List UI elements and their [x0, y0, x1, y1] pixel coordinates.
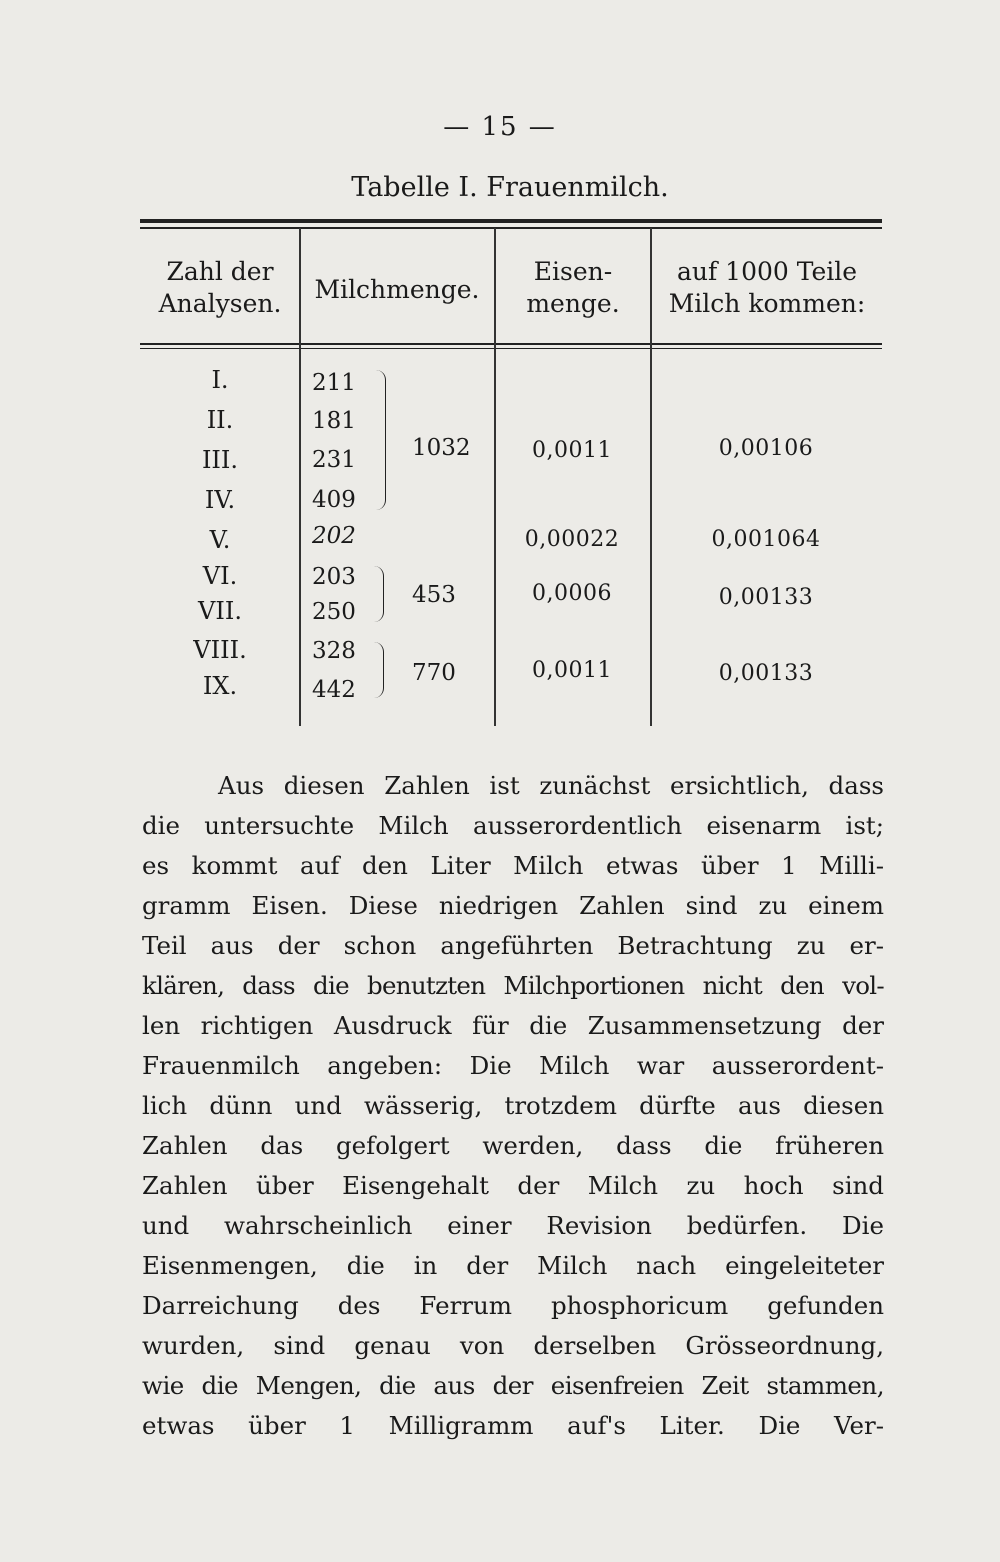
milk-amount: 328 [312, 638, 356, 664]
group-total-milk: 770 [412, 660, 456, 686]
per-1000-value: 0,00133 [718, 585, 814, 610]
text-line: klären, dass die benutzten Milchportionen nicht den vol- [142, 971, 884, 1000]
iron-amount: 0,0011 [532, 438, 612, 463]
milk-amount: 202 [312, 523, 356, 549]
milk-amount: 203 [312, 564, 356, 590]
text-line: wie die Mengen, die aus der eisenfreien Zeit stammen, [142, 1371, 884, 1400]
table-top-rule [140, 219, 882, 223]
table-title: Tabelle I. Frauenmilch. [351, 172, 669, 203]
per-1000-value: 0,00133 [718, 661, 814, 686]
milk-amount: 211 [312, 370, 356, 396]
milk-amount: 409 [312, 487, 356, 513]
group-brace [373, 370, 386, 510]
text-line: Teil aus der schon angeführten Betrachtung zu er- [142, 931, 884, 960]
header-line: Milch kommen: [668, 289, 866, 318]
per-1000-value: 0,00106 [718, 436, 814, 461]
analysis-number: VI. [202, 562, 238, 590]
header-line: Zahl der [166, 257, 274, 286]
analysis-number: IX. [202, 672, 238, 700]
iron-amount: 0,00022 [524, 527, 620, 552]
header-line: Eisen- [533, 257, 613, 286]
text-line: lich dünn und wässerig, trotzdem dürfte aus diesen [142, 1091, 884, 1120]
text-line: wurden, sind genau von derselben Grösseordnung, [142, 1331, 884, 1360]
group-total-milk: 453 [412, 582, 456, 608]
milk-amount: 250 [312, 599, 356, 625]
header-milk-amount [300, 274, 494, 306]
table-header-rule [140, 343, 882, 345]
text-line: gramm Eisen. Diese niedrigen Zahlen sind zu einem [142, 891, 884, 920]
group-brace [373, 642, 384, 698]
text-line: Darreichung des Ferrum phosphoricum gefunden [142, 1291, 884, 1320]
milk-amount: 442 [312, 677, 356, 703]
analysis-number: I. [211, 366, 229, 394]
iron-amount: 0,0006 [532, 581, 612, 606]
analysis-number: VIII. [193, 636, 247, 664]
text-line: Eisenmengen, die in der Milch nach eingeleiteter [142, 1251, 884, 1280]
analysis-number: VII. [198, 597, 242, 625]
text-line: Frauenmilch angeben: Die Milch war ausserordent- [142, 1051, 884, 1080]
text-line: Zahlen über Eisengehalt der Milch zu hoch sind [142, 1171, 884, 1200]
analysis-number: III. [201, 446, 239, 474]
header-iron-amount [496, 256, 650, 320]
table-header-rule-thin [140, 348, 882, 349]
per-1000-value: 0,001064 [711, 527, 821, 552]
iron-amount: 0,0011 [532, 658, 612, 683]
text-line: und wahrscheinlich einer Revision bedürfen. Die [142, 1211, 884, 1240]
text-line: die untersuchte Milch ausserordentlich eisenarm ist; [142, 811, 884, 840]
text-line: len richtigen Ausdruck für die Zusammensetzung der [142, 1011, 884, 1040]
header-analyses [140, 256, 300, 320]
table-top-rule-thin [140, 227, 882, 229]
header-per-1000 [652, 256, 882, 320]
page-number: — 15 — [443, 112, 557, 142]
header-line: Milchmenge. [314, 275, 480, 304]
analysis-number: II. [206, 406, 234, 434]
group-total-milk: 1032 [412, 435, 471, 461]
header-line: Analysen. [158, 289, 282, 318]
header-line: auf 1000 Teile [676, 257, 858, 286]
analysis-number: IV. [204, 486, 236, 514]
text-line: es kommt auf den Liter Milch etwas über 1 Milli- [142, 851, 884, 880]
text-line: etwas über 1 Milligramm auf's Liter. Die Ver- [142, 1411, 884, 1440]
analysis-number: V. [209, 526, 231, 554]
text-line: Zahlen das gefolgert werden, dass die früheren [142, 1131, 884, 1160]
group-brace [373, 566, 384, 622]
milk-amount: 181 [312, 408, 356, 434]
milk-amount: 231 [312, 447, 356, 473]
header-line: menge. [526, 289, 620, 318]
text-line: Aus diesen Zahlen ist zunächst ersichtlich, dass [218, 771, 884, 800]
